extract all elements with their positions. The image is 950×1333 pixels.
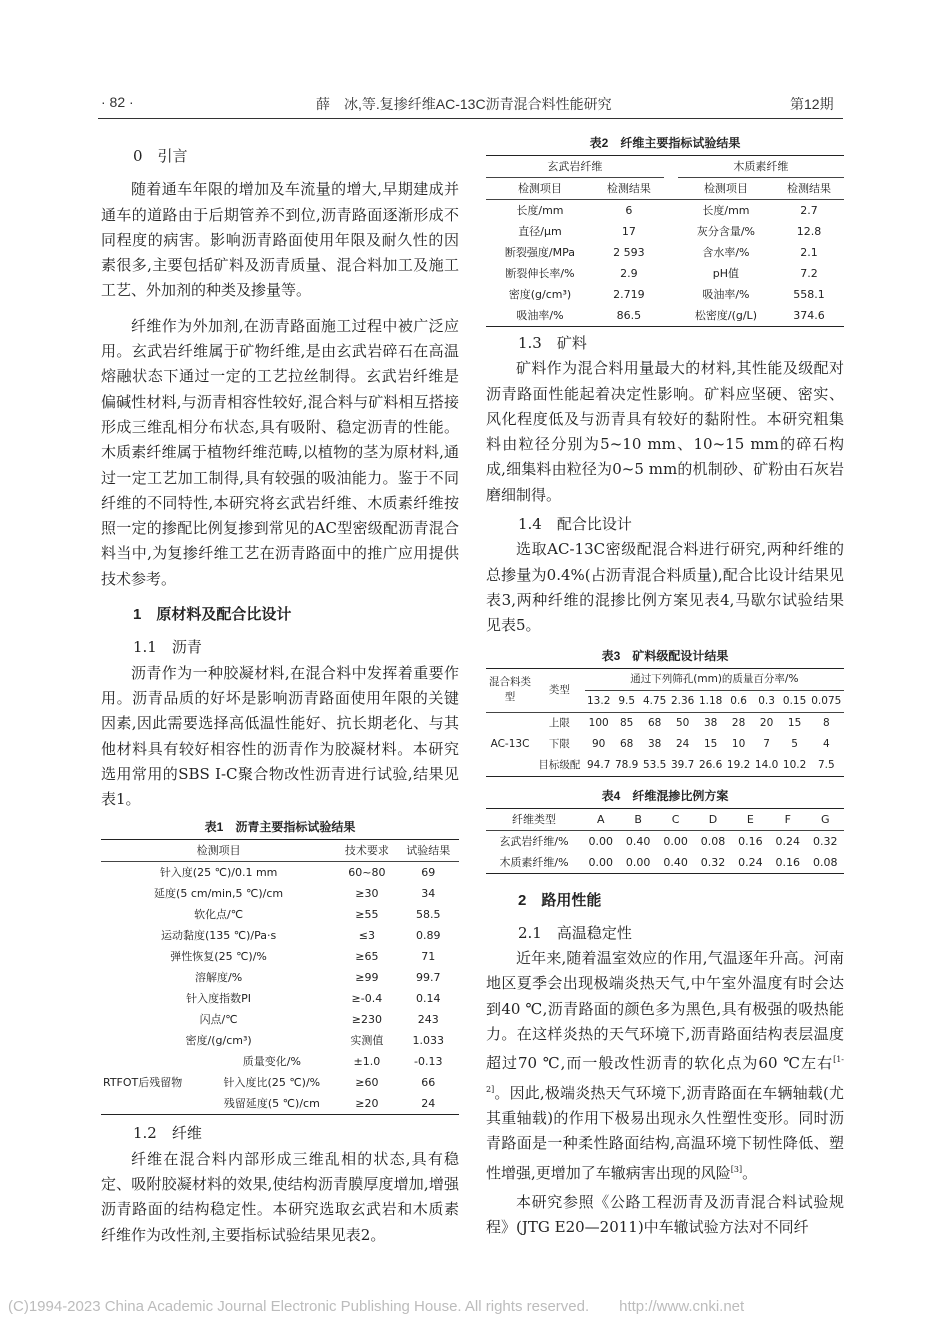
table-gap bbox=[664, 284, 678, 305]
table-cell: 1.033 bbox=[412, 1034, 445, 1048]
table-cell: 94.7 bbox=[587, 758, 611, 771]
table-cell: 2.719 bbox=[613, 288, 645, 301]
table-cell: 残留延度(5 ℃)/cm bbox=[223, 1097, 320, 1111]
table-cell: 24 bbox=[421, 1097, 436, 1111]
table-cell: 28 bbox=[731, 716, 746, 729]
issue-number: 第12期 bbox=[790, 96, 834, 112]
mix-type-cell: AC-13C bbox=[486, 712, 534, 776]
table-cell: 68 bbox=[647, 716, 662, 729]
table-cell: 吸油率/% bbox=[702, 288, 750, 301]
table-header-cell: 检测项目 bbox=[517, 182, 562, 195]
aggregate-paragraph: 矿料作为混合料用量最大的材料,其性能及级配对沥青路面性能起着决定性影响。矿料应坚硬、密实、风化程度低及与沥青具有较好的黏附性。本研究粗集料由粒径分别为5~10 mm、10~15 mm的碎石构成,细集料由粒径为0~5 mm的机制砂、矿粉由石灰岩磨细制得。 bbox=[486, 359, 844, 504]
citation: [1-2] bbox=[486, 1055, 844, 1094]
sieve-size-cell: 9.5 bbox=[618, 694, 636, 707]
table-cell: 0.32 bbox=[700, 855, 726, 869]
table-cell: 38 bbox=[647, 737, 662, 750]
table-cell: 运动黏度(135 ℃)/Pa·s bbox=[160, 929, 277, 943]
sieve-size-cell: 0.15 bbox=[782, 694, 807, 707]
table-cell: 2.9 bbox=[620, 267, 638, 280]
table-cell: 质量变化/% bbox=[242, 1055, 301, 1069]
table-cell: 长度/mm bbox=[702, 204, 750, 217]
table-header-cell: D bbox=[708, 812, 718, 826]
table-cell: 闪点/℃ bbox=[199, 1013, 238, 1027]
table-cell: 断裂伸长率/% bbox=[505, 267, 575, 280]
table-cell: 长度/mm bbox=[516, 204, 564, 217]
table-cell: ≥65 bbox=[355, 950, 379, 964]
sieve-size-cell: 1.18 bbox=[698, 694, 723, 707]
table-cell: 39.7 bbox=[670, 758, 695, 771]
table-cell: 0.08 bbox=[813, 855, 838, 869]
sieve-size-cell: 0.6 bbox=[730, 694, 747, 707]
table-2 bbox=[486, 155, 844, 327]
header-rule bbox=[98, 118, 843, 119]
table-cell: 断裂强度/MPa bbox=[504, 246, 575, 259]
table-cell: 下限 bbox=[548, 737, 570, 750]
table-gap bbox=[664, 305, 678, 327]
table-cell: 0.24 bbox=[738, 855, 763, 869]
table-cell: 50 bbox=[675, 716, 690, 729]
section-1-heading: 1 原材料及配合比设计 bbox=[133, 606, 292, 624]
table-cell: 针入度指数PI bbox=[186, 992, 252, 1006]
table-cell: 0.00 bbox=[625, 855, 651, 869]
table-cell: 松密度/(g/L) bbox=[694, 309, 757, 322]
table-row bbox=[101, 967, 459, 988]
table-cell: 密度/(g/cm³) bbox=[185, 1034, 252, 1048]
table-row bbox=[486, 755, 844, 777]
table-cell: 71 bbox=[421, 950, 436, 964]
table-row bbox=[486, 284, 844, 305]
table-gap bbox=[664, 221, 678, 242]
table-cell: ≥-0.4 bbox=[351, 992, 383, 1006]
table-cell: 86.5 bbox=[616, 309, 642, 322]
table-header-cell: 检测项目 bbox=[196, 844, 241, 858]
left-column bbox=[101, 140, 459, 1248]
table-cell: 0.16 bbox=[738, 834, 763, 848]
mix-design-paragraph: 选取AC-13C密级配混合料进行研究,两种纤维的总掺量为0.4%(占沥青混合料质量),配合比设计结果见表3,两种纤维的混掺比例方案见表4,马歇尔试验结果见表5。 bbox=[486, 540, 844, 635]
table-header-row bbox=[486, 808, 844, 830]
table-cell: 针入度比(25 ℃)/% bbox=[223, 1076, 321, 1090]
table-cell: 直径/μm bbox=[518, 225, 562, 238]
table-row bbox=[486, 242, 844, 263]
table-cell: 20 bbox=[759, 716, 774, 729]
section-2-heading: 2 路用性能 bbox=[518, 891, 602, 909]
table-cell: 10.2 bbox=[782, 758, 807, 771]
sieve-size-cell: 4.75 bbox=[642, 694, 667, 707]
table-cell: 58.5 bbox=[416, 908, 441, 922]
table-header-cell: F bbox=[784, 812, 791, 826]
table-cell: 木质素纤维/% bbox=[499, 855, 569, 869]
page-number: · 82 · bbox=[101, 94, 134, 110]
table-cell: 26.6 bbox=[698, 758, 723, 771]
table-cell: 558.1 bbox=[793, 288, 825, 301]
table-row bbox=[101, 988, 459, 1009]
table-cell: 99.7 bbox=[416, 971, 441, 985]
table-1-caption: 表1 沥青主要指标试验结果 bbox=[204, 820, 356, 835]
table-header-cell: 检测项目 bbox=[703, 182, 748, 195]
table-row bbox=[486, 830, 844, 852]
sieve-size-cell: 0.3 bbox=[758, 694, 775, 707]
table-cell: 2.1 bbox=[800, 246, 818, 259]
table-cell: 6 bbox=[625, 204, 633, 217]
table-cell: 0.00 bbox=[588, 834, 614, 848]
table-row bbox=[486, 263, 844, 284]
table-cell: 0.16 bbox=[775, 855, 801, 869]
table-cell: 15 bbox=[787, 716, 802, 729]
table-header-cell: 纤维类型 bbox=[512, 812, 557, 826]
group-lignin: 木质素纤维 bbox=[678, 156, 844, 178]
table-row bbox=[101, 883, 459, 904]
sieve-size-cell: 0.075 bbox=[811, 694, 842, 707]
table-row bbox=[486, 200, 844, 222]
table-cell: 5 bbox=[791, 737, 798, 750]
table-gap bbox=[664, 263, 678, 284]
table-gap bbox=[664, 200, 678, 222]
table-cell: -0.13 bbox=[414, 1055, 443, 1069]
table-cell: ≥30 bbox=[355, 887, 379, 901]
table-cell: 7.5 bbox=[817, 758, 835, 771]
copyright-footer: (C)1994-2023 China Academic Journal Electronic Publishing House. All rights reserved. http://www.cnki.net bbox=[8, 1298, 745, 1315]
table-cell: 2 593 bbox=[613, 246, 645, 259]
table-cell: 15 bbox=[703, 737, 718, 750]
table-header-cell: E bbox=[746, 812, 754, 826]
table-cell: 12.8 bbox=[796, 225, 822, 238]
table-cell: 66 bbox=[421, 1076, 436, 1090]
table-row bbox=[101, 1051, 459, 1072]
table-row bbox=[486, 852, 844, 874]
table-row bbox=[101, 862, 459, 884]
table-cell: 弹性恢复(25 ℃)/% bbox=[170, 950, 267, 964]
table-cell: 53.5 bbox=[642, 758, 667, 771]
table-cell: pH值 bbox=[712, 267, 740, 280]
table-header-row bbox=[486, 668, 844, 690]
table-row bbox=[101, 1030, 459, 1051]
table-cell: 密度(g/cm³) bbox=[508, 288, 572, 301]
table-cell: 4 bbox=[822, 737, 830, 750]
table-cell: 68 bbox=[619, 737, 634, 750]
table-header-row bbox=[486, 178, 844, 200]
table-cell: 0.08 bbox=[700, 834, 726, 848]
table-cell: 69 bbox=[421, 866, 436, 880]
fiber-paragraph: 纤维在混合料内部形成三维乱相的状态,具有稳定、吸附胶凝材料的效果,使结构沥青膜厚度增加,增强沥青路面的结构稳定性。本研究选取玄武岩和木质素纤维作为改性剂,主要指标试验结果见表2。 bbox=[101, 1149, 459, 1244]
table-cell: 0.40 bbox=[625, 834, 651, 848]
table-cell: 软化点/℃ bbox=[194, 908, 244, 922]
table-1 bbox=[101, 839, 459, 1115]
table-cell: 34 bbox=[421, 887, 436, 901]
sieve-size-cell: 13.2 bbox=[587, 694, 611, 707]
section-1-3-heading: 1.3 矿料 bbox=[518, 334, 587, 352]
table-cell: 374.6 bbox=[793, 309, 825, 322]
section-0-heading: 0 引言 bbox=[133, 147, 188, 165]
table-header-cell: 混合料类型 bbox=[486, 668, 534, 712]
table-cell: 100 bbox=[588, 716, 609, 729]
table-cell: ≤3 bbox=[358, 929, 375, 943]
section-1-4-heading: 1.4 配合比设计 bbox=[518, 515, 632, 534]
table-cell: 0.00 bbox=[588, 855, 614, 869]
table-header-cell: A bbox=[597, 812, 605, 826]
table-cell: 0.32 bbox=[813, 834, 838, 848]
right-column bbox=[486, 132, 844, 1240]
table-cell: 上限 bbox=[548, 716, 570, 729]
table-cell: 19.2 bbox=[726, 758, 751, 771]
table-row bbox=[101, 904, 459, 925]
table-header-cell: 检测结果 bbox=[606, 182, 651, 195]
table-cell: 0.40 bbox=[663, 855, 688, 869]
section-1-1-heading: 1.1 沥青 bbox=[133, 638, 202, 657]
table-cell: 8 bbox=[822, 716, 830, 729]
table-row bbox=[486, 734, 844, 755]
section-2-1-heading: 2.1 高温稳定性 bbox=[518, 923, 632, 942]
table-cell: ≥99 bbox=[355, 971, 379, 985]
table-4-caption: 表4 纤维混掺比例方案 bbox=[601, 788, 729, 803]
table-cell: 60~80 bbox=[348, 866, 386, 880]
table-cell: ≥20 bbox=[355, 1097, 379, 1111]
table-header-cell: 类型 bbox=[534, 668, 585, 712]
running-title: 薛 冰,等.复掺纤维AC-13C沥青混合料性能研究 bbox=[316, 96, 612, 112]
table-header-cell: C bbox=[671, 812, 680, 826]
section-1-2-heading: 1.2 纤维 bbox=[133, 1124, 202, 1143]
table-group-row bbox=[486, 156, 844, 178]
table-cell: 24 bbox=[675, 737, 690, 750]
table-cell: 14.0 bbox=[754, 758, 779, 771]
high-temp-paragraph-2: 本研究参照《公路工程沥青及沥青混合料试验规程》(JTG E20—2011)中车辙试验方法对不同纤 bbox=[486, 1192, 844, 1237]
table-cell: ≥230 bbox=[351, 1013, 382, 1027]
intro-paragraph-1: 随着通车年限的增加及车流量的增大,早期建成并通车的道路由于后期管养不到位,沥青路面逐渐形成不同程度的病害。影响沥青路面使用年限及耐久性的因素很多,主要包括矿料及沥青质量、混合料加工及施工工艺、外加剂的种类及掺量等。 bbox=[101, 180, 459, 300]
table-header-cell: 试验结果 bbox=[406, 844, 451, 858]
table-header-cell: 技术要求 bbox=[344, 844, 389, 858]
table-cell: 玄武岩纤维/% bbox=[499, 834, 569, 848]
table-cell: 7 bbox=[763, 737, 770, 750]
table-cell: 针入度(25 ℃)/0.1 mm bbox=[159, 866, 278, 880]
table-cell: 17 bbox=[621, 225, 636, 238]
table-header-cell: G bbox=[820, 812, 830, 826]
table-cell: 0.89 bbox=[416, 929, 441, 943]
table-4 bbox=[486, 808, 844, 874]
high-temp-paragraph-1: 近年来,随着温室效应的作用,气温逐年升高。河南地区夏季会出现极端炎热天气,中午室外温度有时会达到40 ℃,沥青路面的颜色多为黑色,具有极强的吸热能力。在这样炎热的天气环境下,沥青路面结构表层温度超过70 ℃,而一般改性沥青的软化点为60 ℃左右[1-2]。因此,极端炎热天气环境下,沥青路面在车辆轴载(尤其重轴载)的作用下极易出现永久性塑性变形。同时沥青路面是一种柔性路面结构,高温环境下韧性降低、塑性增强,更增加了车辙病害出现的风险[3]。 bbox=[486, 949, 844, 1182]
table-cell: 含水率/% bbox=[702, 246, 750, 259]
table-header-cell: B bbox=[634, 812, 642, 826]
asphalt-paragraph: 沥青作为一种胶凝材料,在混合料中发挥着重要作用。沥青品质的好坏是影响沥青路面使用年限的关键因素,因此需要选择高低温性能好、抗长期老化、与其他材料具有较好相容性的沥青作为胶凝材料。本研究选用常用的SBS I-C聚合物改性沥青进行试验,结果见表1。 bbox=[101, 663, 459, 809]
table-cell: ±1.0 bbox=[353, 1055, 381, 1069]
table-cell: 延度(5 cm/min,5 ℃)/cm bbox=[154, 887, 284, 901]
table-cell: 78.9 bbox=[614, 758, 639, 771]
table-cell: 目标级配 bbox=[538, 758, 581, 771]
table-cell: 实测值 bbox=[350, 1034, 384, 1048]
table-header-cell: 检测结果 bbox=[787, 182, 832, 195]
group-basalt: 玄武岩纤维 bbox=[486, 156, 664, 178]
table-cell: ≥60 bbox=[355, 1076, 379, 1090]
table-cell: 7.2 bbox=[800, 267, 818, 280]
table-row bbox=[486, 305, 844, 327]
citation: [3] bbox=[730, 1164, 743, 1174]
table-cell: 38 bbox=[703, 716, 718, 729]
table-row bbox=[101, 1009, 459, 1030]
table-cell: 0.14 bbox=[416, 992, 441, 1006]
table-cell: 10 bbox=[731, 737, 746, 750]
table-3 bbox=[486, 668, 844, 777]
table-cell: 0.00 bbox=[663, 834, 688, 848]
table-cell: 85 bbox=[619, 716, 634, 729]
table-row bbox=[101, 925, 459, 946]
table-2-caption: 表2 纤维主要指标试验结果 bbox=[589, 136, 741, 150]
table-cell: 90 bbox=[592, 737, 606, 750]
table-cell: 吸油率/% bbox=[516, 309, 564, 322]
table-gap bbox=[664, 242, 678, 263]
table-cell: 灰分含量/% bbox=[696, 225, 756, 238]
table-3-caption: 表3 矿料级配设计结果 bbox=[601, 648, 729, 663]
table-row bbox=[486, 221, 844, 242]
table-cell: 243 bbox=[417, 1013, 439, 1027]
table-row bbox=[101, 946, 459, 967]
table-cell: ≥55 bbox=[355, 908, 379, 922]
rtfot-label-cell: RTFOT后残留物 bbox=[101, 1051, 208, 1115]
sieve-size-cell: 2.36 bbox=[670, 694, 695, 707]
table-row bbox=[486, 712, 844, 734]
table-header-cell: 通过下列筛孔(mm)的质量百分率/% bbox=[585, 668, 844, 690]
table-cell: 0.24 bbox=[775, 834, 801, 848]
table-header-row bbox=[101, 840, 459, 862]
table-cell: 2.7 bbox=[800, 204, 818, 217]
table-cell: 溶解度/% bbox=[195, 971, 243, 985]
intro-paragraph-2: 纤维作为外加剂,在沥青路面施工过程中被广泛应用。玄武岩纤维属于矿物纤维,是由玄武岩碎石在高温熔融状态下通过一定的工艺拉丝制得。玄武岩纤维是偏碱性材料,与沥青相容性较好,混合料与矿料相互搭接形成三维乱相分布状态,具有吸附、稳定沥青的性能。木质素纤维属于植物纤维范畴,以植物的茎为原材料,通过一定工艺加工制得,具有较强的吸油能力。鉴于不同纤维的不同特性,本研究将玄武岩纤维、木质素纤维按照一定的掺配比例复掺到常见的AC型密级配沥青混合料当中,为复掺纤维工艺在沥青路面中的推广应用提供技术参考。 bbox=[101, 316, 459, 588]
